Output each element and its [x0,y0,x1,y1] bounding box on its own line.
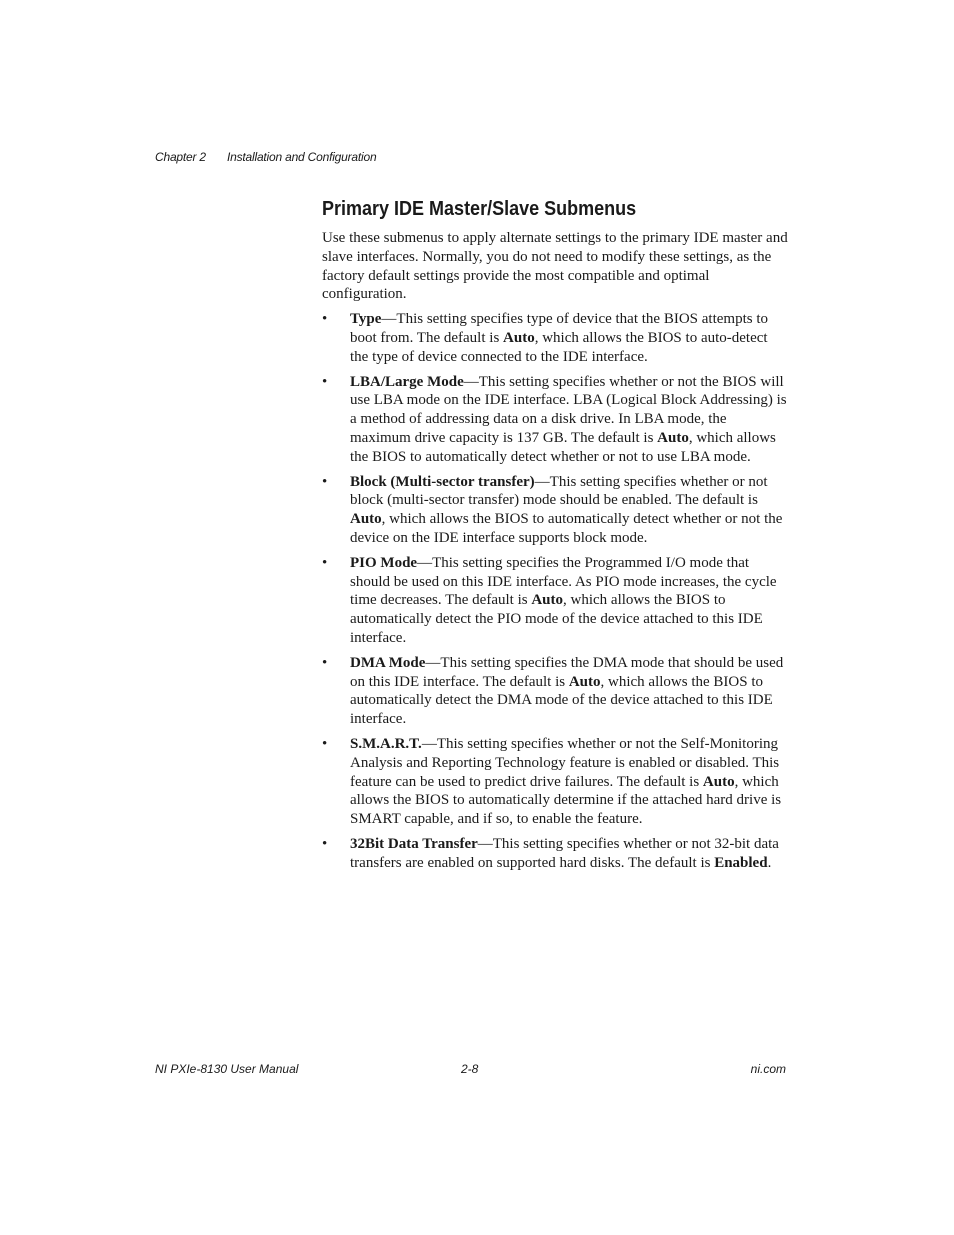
setting-description-end: , which allows the BIOS to automatically detect the DMA mode of the device attached to this IDE interface. [350,673,773,728]
list-item [322,373,788,467]
setting-term: Type [350,311,382,328]
running-header [155,150,376,164]
setting-description-end: , which allows the BIOS to automatically detect the PIO mode of the device attached to this IDE interface. [350,592,763,646]
setting-term: S.M.A.R.T. [350,735,422,752]
setting-term: PIO Mode [350,554,418,571]
setting-default: Auto [702,773,735,790]
setting-description: —This setting specifies the DMA mode that should be used on this IDE interface. The default is [350,654,784,690]
setting-description-end: , which allows the BIOS to automatically detect whether or not to use LBA mode. [350,429,776,465]
chapter-title: Installation and Configuration [227,150,377,164]
setting-description: —This setting specifies whether or not the BIOS will use LBA mode on the IDE interface. LBA (Logical Block Addressing) is a method of addressing data on a disk drive. In LBA mode, the maximum drive capacity is 137 GB. The default is [350,373,787,446]
bullet-icon: • [322,554,328,571]
chapter-label: Chapter 2 [155,150,206,164]
setting-default: Enabled [714,854,768,871]
setting-description: —This setting specifies whether or not the Self-Monitoring Analysis and Reporting Technology feature is enabled or disabled. This feature can be used to predict drive failures. The default is [350,735,780,790]
setting-default: Auto [503,329,535,346]
footer-page-number: 2-8 [461,1062,479,1076]
section-title: Primary IDE Master/Slave Submenus [322,198,637,220]
setting-term: 32Bit Data Transfer [350,835,478,852]
setting-description: —This setting specifies the Programmed I/O mode that should be used on this IDE interface. As PIO mode increases, the cycle time decreases. The default is [350,554,777,609]
footer-manual-title: NI PXIe-8130 User Manual [155,1062,299,1076]
list-item [322,473,788,548]
bullet-icon: • [322,654,328,671]
bullet-icon: • [322,473,328,490]
settings-list [322,310,788,872]
setting-term: DMA Mode [350,654,426,671]
setting-description: —This setting specifies whether or not 32-bit data transfers are enabled on supported hard disks. The default is [350,835,779,871]
section-body [322,229,788,879]
setting-default: Auto [350,511,382,528]
footer-website: ni.com [750,1062,786,1076]
list-item [322,554,788,648]
setting-description: —This setting specifies whether or not block (multi-sector transfer) mode should be enabled. The default is [350,473,768,509]
setting-description-end: , which allows the BIOS to automatically detect whether or not the device on the IDE interface supports block mode. [350,511,783,546]
setting-term: LBA/Large Mode [350,373,464,390]
list-item [322,654,788,729]
list-item [322,735,788,829]
setting-description-end: , which allows the BIOS to auto-detect the type of device connected to the IDE interface. [350,329,768,365]
bullet-icon: • [322,311,328,328]
setting-default: Auto [657,429,689,446]
intro-paragraph: Use these submenus to apply alternate settings to the primary IDE master and slave interfaces. Normally, you do not need to modify these settings, as the factory default settings provide the most compatible and optimal configuration. [322,230,788,303]
setting-default: Auto [568,673,601,690]
bullet-icon: • [322,735,328,752]
setting-term: Block (Multi-sector transfer) [350,473,535,490]
list-item [322,310,788,366]
bullet-icon: • [322,835,328,852]
bullet-icon: • [322,373,328,390]
setting-description: —This setting specifies type of device that the BIOS attempts to boot from. The default is [350,311,768,346]
list-item [322,835,788,873]
setting-description-end: , which allows the BIOS to automatically determine if the attached hard drive is SMART capable, and if so, to enable the feature. [350,773,782,828]
setting-description-end: . [767,854,772,871]
setting-default: Auto [531,592,563,609]
